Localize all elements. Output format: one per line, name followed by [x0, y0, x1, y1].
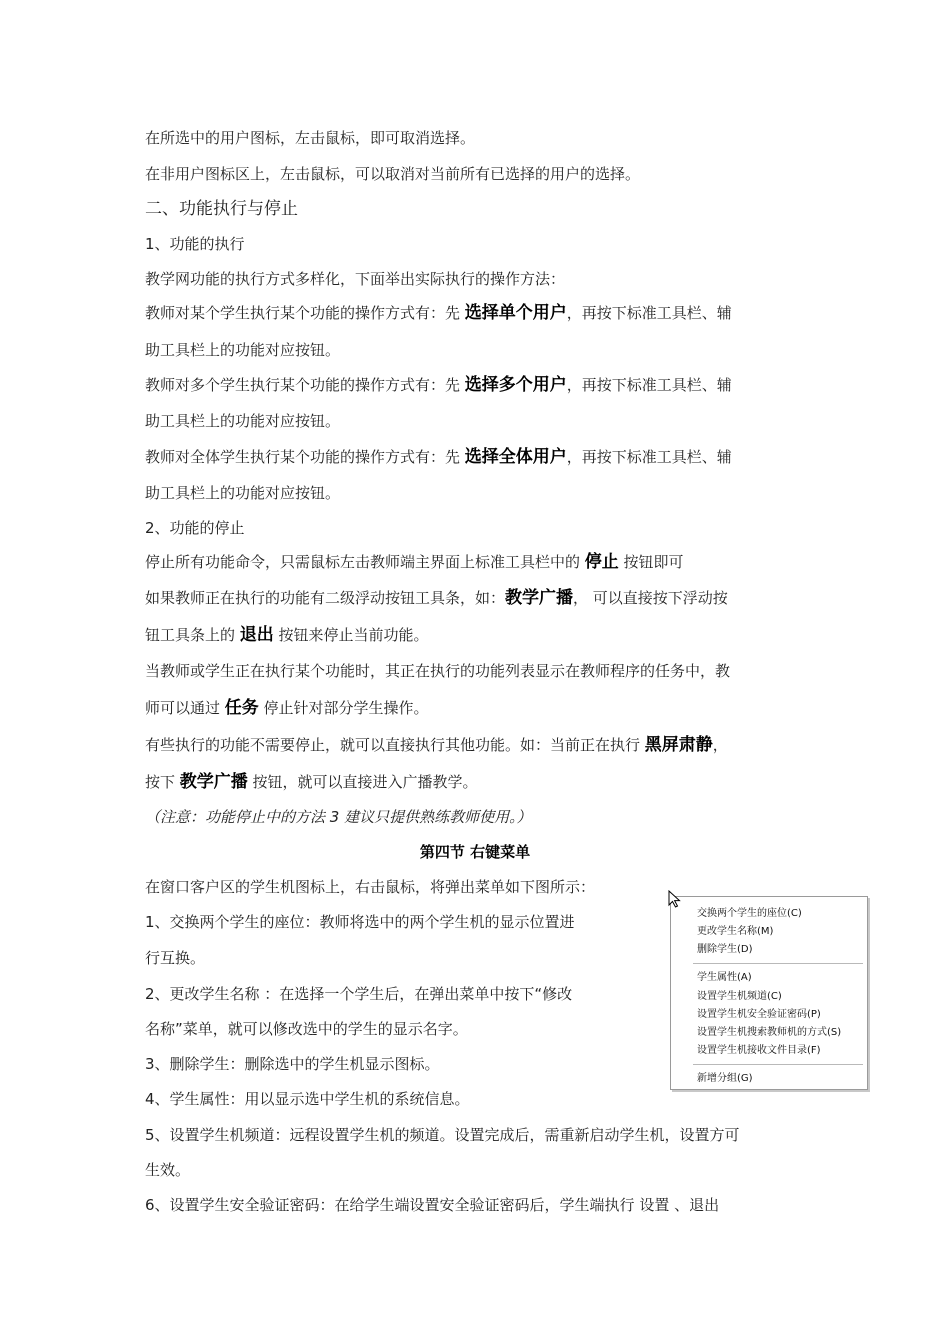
menu-item-set-password[interactable]: 设置学生机安全验证密码(P) — [697, 1009, 821, 1020]
text-line: 在窗口客户区的学生机图标上，右击鼠标，将弹出菜单如下图所示： — [145, 878, 596, 896]
text-line: 助工具栏上的功能对应按钮。 — [145, 412, 341, 430]
menu-separator — [693, 963, 863, 964]
text-line: 在非用户图标区上，左击鼠标，可以取消对当前所有已选择的用户的选择。 — [145, 165, 641, 183]
context-menu-figure — [668, 890, 870, 1092]
emphasis-broadcast: 教学广播 — [505, 588, 574, 608]
emphasis-select-multi: 选择多个用户 — [464, 375, 567, 395]
text-line: 助工具栏上的功能对应按钮。 — [145, 341, 341, 359]
text-line-stop: 停止所有功能命令，只需鼠标左击教师端主界面上标准工具栏中的 停止 按钮即可 — [145, 552, 684, 572]
text-line: 1、交换两个学生的座位：教师将选中的两个学生机的显示位置进 — [145, 913, 575, 931]
text-line-float: 如果教师正在执行的功能有二级浮动按钮工具条，如：教学广播， 可以直接按下浮动按 — [145, 588, 728, 608]
text-line: 当教师或学生正在执行某个功能时，其正在执行的功能列表显示在教师程序的任务中，教 — [145, 662, 731, 680]
menu-item-rename-student[interactable]: 更改学生名称(M) — [697, 926, 774, 937]
menu-item-delete-student[interactable]: 删除学生(D) — [697, 944, 753, 955]
menu-item-set-receive-dir[interactable]: 设置学生机接收文件目录(F) — [697, 1045, 821, 1056]
text-line-all-user: 教师对全体学生执行某个功能的操作方式有：先 选择全体用户，再按下标准工具栏、辅 — [145, 447, 732, 467]
emphasis-stop: 停止 — [584, 552, 619, 572]
subsection-heading: 1、功能的执行 — [145, 235, 245, 253]
menu-item-swap-seats[interactable]: 交换两个学生的座位(C) — [697, 908, 802, 919]
text-line: 行互换。 — [145, 949, 206, 967]
section-title: 第四节 右键菜单 — [419, 843, 531, 861]
emphasis-task: 任务 — [224, 698, 259, 718]
mouse-cursor-icon — [668, 890, 682, 908]
menu-separator — [693, 1064, 863, 1065]
emphasis-broadcast-2: 教学广播 — [179, 772, 248, 792]
text-line: 助工具栏上的功能对应按钮。 — [145, 484, 341, 502]
menu-item-set-channel[interactable]: 设置学生机频道(C) — [697, 991, 782, 1002]
text-line: 生效。 — [145, 1161, 191, 1179]
text-line: 5、设置学生机频道：远程设置学生机的频道。设置完成后，需重新启动学生机，设置方可 — [145, 1126, 740, 1144]
emphasis-select-all: 选择全体用户 — [464, 447, 567, 467]
context-menu — [670, 896, 868, 1090]
text-line: 名称”菜单，就可以修改选中的学生的显示名字。 — [145, 1020, 468, 1038]
menu-item-set-search-mode[interactable]: 设置学生机搜索教师机的方式(S) — [697, 1027, 842, 1038]
text-line-broadcast: 按下 教学广播 按钮，就可以直接进入广播教学。 — [145, 772, 478, 792]
menu-item-add-group[interactable]: 新增分组(G) — [697, 1073, 753, 1084]
emphasis-select-single: 选择单个用户 — [464, 303, 567, 323]
text-line: 教学网功能的执行方式多样化，下面举出实际执行的操作方法： — [145, 270, 566, 288]
text-line-single-user: 教师对某个学生执行某个功能的操作方式有：先 选择单个用户，再按下标准工具栏、辅 — [145, 303, 732, 323]
section-heading: 二、功能执行与停止 — [145, 199, 298, 219]
text-line-multi-user: 教师对多个学生执行某个功能的操作方式有：先 选择多个用户，再按下标准工具栏、辅 — [145, 375, 732, 395]
text-line-exit: 钮工具条上的 退出 按钮来停止当前功能。 — [145, 625, 429, 645]
text-line-blackscreen: 有些执行的功能不需要停止，就可以直接执行其他功能。如：当前正在执行 黑屏肃静， — [145, 735, 728, 755]
text-line-task: 师可以通过 任务 停止针对部分学生操作。 — [145, 698, 429, 718]
text-line: 在所选中的用户图标，左击鼠标，即可取消选择。 — [145, 129, 476, 147]
menu-item-student-properties[interactable]: 学生属性(A) — [697, 972, 752, 983]
text-line: 6、设置学生安全验证密码：在给学生端设置安全验证密码后，学生端执行 设置 、退出 — [145, 1196, 720, 1214]
text-line: 3、删除学生：删除选中的学生机显示图标。 — [145, 1055, 440, 1073]
text-line: 2、更改学生名称 ：在选择一个学生后，在弹出菜单中按下“修改 — [145, 985, 573, 1003]
emphasis-exit: 退出 — [239, 625, 274, 645]
note-line: （注意：功能停止中的方法 3 建议只提供熟练教师使用。） — [145, 808, 532, 826]
subsection-heading: 2、功能的停止 — [145, 519, 245, 537]
emphasis-blackscreen: 黑屏肃静 — [644, 735, 713, 755]
text-line: 4、学生属性：用以显示选中学生机的系统信息。 — [145, 1090, 470, 1108]
